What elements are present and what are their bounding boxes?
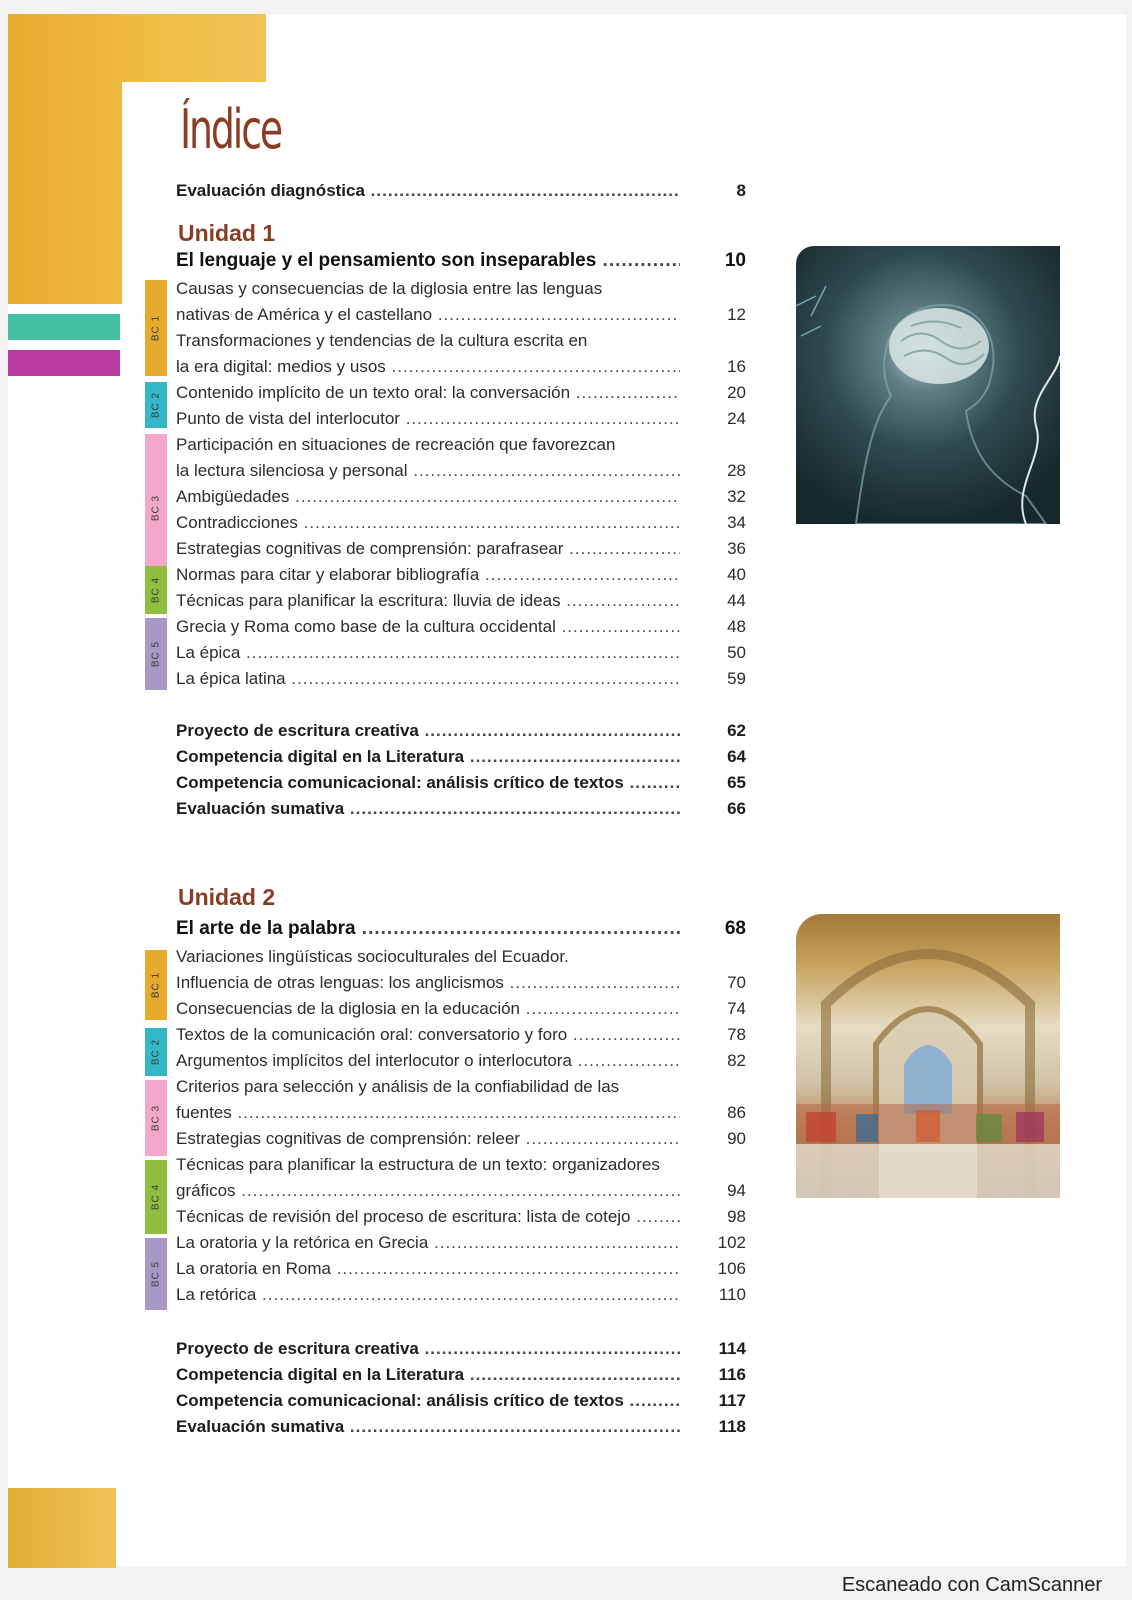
toc-entry[interactable]: [176, 276, 746, 302]
toc-entry-text: El lenguaje y el pensamiento son inseparables .....: [176, 248, 680, 274]
toc-entry-page: 48: [727, 617, 746, 636]
toc-entry-page: 98: [727, 1207, 746, 1226]
toc-entry-text: Consecuencias de la diglosia en la educación .....: [176, 996, 680, 1022]
toc-entry-extra[interactable]: [176, 796, 746, 822]
unit-2-heading[interactable]: [176, 916, 746, 942]
toc-entry[interactable]: [176, 484, 746, 510]
toc-entry-text: Argumentos implícitos del interlocutor o interlocutora .....: [176, 1048, 680, 1074]
unit-2-label: Unidad 2: [178, 884, 276, 910]
toc-entry[interactable]: [176, 1126, 746, 1152]
toc-entry-text: Participación en situaciones de recreación que favorezcan: [176, 435, 616, 454]
toc-entry[interactable]: [176, 588, 746, 614]
toc-entry-page: 102: [717, 1233, 746, 1252]
block-bc2-tab: [145, 382, 167, 428]
toc-entry-extra[interactable]: [176, 1388, 746, 1414]
school-of-athens-art: [796, 914, 1060, 1198]
toc-entry-diagnostic[interactable]: [176, 178, 746, 204]
toc-entry[interactable]: [176, 510, 746, 536]
toc-entry-page: 24: [727, 409, 746, 428]
toc-entry-text: Competencia digital en la Literatura .....: [176, 744, 680, 770]
toc-entry-page: 64: [727, 747, 746, 766]
toc-entry-extra[interactable]: [176, 1414, 746, 1440]
toc-entry[interactable]: [176, 1282, 746, 1308]
toc-entry-page: 50: [727, 643, 746, 662]
toc-entry-text: Evaluación diagnóstica .....: [176, 178, 680, 204]
toc-entry-text: La oratoria en Roma .....: [176, 1256, 680, 1282]
brain-illustration-art: [796, 246, 1060, 524]
toc-entry-text: Técnicas para planificar la escritura: lluvia de ideas .....: [176, 588, 680, 614]
toc-entry-page: 32: [727, 487, 746, 506]
toc-entry-page: 118: [718, 1417, 746, 1436]
toc-entry-text: Contradicciones .....: [176, 510, 680, 536]
toc-entry[interactable]: [176, 1100, 746, 1126]
toc-entry-text: Estrategias cognitivas de comprensión: releer .....: [176, 1126, 680, 1152]
block-label: BC 5: [150, 1260, 162, 1288]
toc-entry-text: Normas para citar y elaborar bibliografía .....: [176, 562, 680, 588]
toc-entry-extra[interactable]: [176, 1336, 746, 1362]
block-label: BC 3: [150, 494, 162, 522]
toc-entry-text: nativas de América y el castellano .....: [176, 302, 680, 328]
toc-entry-text: Criterios para selección y análisis de la confiabilidad de las: [176, 1077, 620, 1096]
toc-entry-text: Competencia comunicacional: análisis crítico de textos .....: [176, 1388, 680, 1414]
toc-entry-text: fuentes .....: [176, 1100, 680, 1126]
block-bc5-tab: [145, 618, 167, 690]
toc-entry-text: la lectura silenciosa y personal .....: [176, 458, 680, 484]
unit-1-label: Unidad 1: [178, 220, 276, 246]
block-label: BC 1: [150, 314, 162, 342]
toc-entry-extra[interactable]: [176, 744, 746, 770]
toc-entry[interactable]: [176, 380, 746, 406]
toc-entry[interactable]: [176, 996, 746, 1022]
toc-entry-text: La oratoria y la retórica en Grecia .....: [176, 1230, 680, 1256]
toc-entry[interactable]: [176, 614, 746, 640]
block-bc3-tab: [145, 1080, 167, 1156]
toc-entry[interactable]: [176, 406, 746, 432]
toc-entry-text: Grecia y Roma como base de la cultura occidental .....: [176, 614, 680, 640]
toc-entry[interactable]: [176, 458, 746, 484]
toc-entry-page: 8: [736, 181, 746, 200]
toc-entry-page: 65: [727, 773, 746, 792]
toc-entry-text: Estrategias cognitivas de comprensión: parafrasear .....: [176, 536, 680, 562]
toc-entry-text: Punto de vista del interlocutor .....: [176, 406, 680, 432]
toc-entry-page: 66: [727, 799, 746, 818]
toc-entry-page: 36: [727, 539, 746, 558]
toc-entry-page: 16: [727, 357, 746, 376]
toc-entry[interactable]: [176, 970, 746, 996]
toc-entry-text: Técnicas de revisión del proceso de escritura: lista de cotejo .....: [176, 1204, 680, 1230]
toc-entry[interactable]: [176, 1178, 746, 1204]
block-label: BC 3: [150, 1104, 162, 1132]
purple-stripe-decoration: [8, 350, 120, 376]
block-bc3-tab: [145, 434, 167, 582]
toc-entry-page: 114: [718, 1339, 746, 1358]
toc-entry[interactable]: [176, 1230, 746, 1256]
toc-entry[interactable]: [176, 944, 746, 970]
toc-entry-page: 12: [727, 305, 746, 324]
page-title: Índice: [180, 98, 282, 161]
green-stripe-decoration: [8, 314, 120, 340]
toc-entry-page: 117: [718, 1391, 746, 1410]
toc-entry[interactable]: [176, 562, 746, 588]
toc-entry[interactable]: [176, 640, 746, 666]
block-label: BC 4: [150, 576, 162, 604]
block-bc4-tab: [145, 566, 167, 614]
block-label: BC 4: [150, 1183, 162, 1211]
brain-illustration: [796, 246, 1060, 524]
toc-entry-page: 10: [724, 250, 746, 271]
toc-entry-text: Contenido implícito de un texto oral: la conversación .....: [176, 380, 680, 406]
toc-entry-page: 110: [718, 1285, 746, 1304]
toc-entry-page: 82: [727, 1051, 746, 1070]
toc-entry-text: El arte de la palabra .....: [176, 916, 680, 942]
unit-1-heading[interactable]: [176, 248, 746, 274]
block-bc1-tab: [145, 950, 167, 1020]
toc-entry[interactable]: [176, 1152, 746, 1178]
toc-entry[interactable]: [176, 1048, 746, 1074]
toc-entry-extra[interactable]: [176, 718, 746, 744]
toc-entry-page: 70: [727, 973, 746, 992]
toc-entry-text: Variaciones lingüísticas socioculturales del Ecuador.: [176, 947, 569, 966]
toc-entry[interactable]: [176, 1256, 746, 1282]
toc-entry-page: 68: [724, 918, 746, 939]
block-label: BC 2: [150, 391, 162, 419]
toc-entry-page: 94: [727, 1181, 746, 1200]
block-label: BC 2: [150, 1038, 162, 1066]
block-bc4-tab: [145, 1160, 167, 1234]
toc-entry-text: Influencia de otras lenguas: los anglicismos .....: [176, 970, 680, 996]
block-label: BC 1: [150, 971, 162, 999]
toc-entry-text: Transformaciones y tendencias de la cultura escrita en: [176, 331, 588, 350]
toc-entry-text: Evaluación sumativa .....: [176, 796, 680, 822]
scanner-watermark: Escaneado con CamScanner: [841, 1574, 1102, 1596]
toc-entry[interactable]: [176, 432, 746, 458]
toc-entry-page: 28: [727, 461, 746, 480]
toc-entry-text: La épica .....: [176, 640, 680, 666]
toc-entry-page: 40: [727, 565, 746, 584]
toc-entry-page: 44: [727, 591, 746, 610]
toc-entry-page: 106: [717, 1259, 746, 1278]
gold-footer-decoration: [8, 1488, 116, 1568]
toc-entry[interactable]: [176, 354, 746, 380]
toc-entry-text: Competencia digital en la Literatura .....: [176, 1362, 680, 1388]
toc-entry-text: La retórica .....: [176, 1282, 680, 1308]
block-label: BC 5: [150, 640, 162, 668]
toc-entry[interactable]: [176, 328, 746, 354]
toc-entry[interactable]: [176, 1074, 746, 1100]
toc-entry-page: 20: [727, 383, 746, 402]
toc-entry[interactable]: [176, 536, 746, 562]
toc-entry-text: Competencia comunicacional: análisis crítico de textos .....: [176, 770, 680, 796]
toc-entry-extra[interactable]: [176, 770, 746, 796]
toc-entry-page: 74: [727, 999, 746, 1018]
toc-entry-text: Proyecto de escritura creativa .....: [176, 718, 680, 744]
toc-entry-page: 34: [727, 513, 746, 532]
toc-entry[interactable]: [176, 666, 746, 692]
toc-entry[interactable]: [176, 1022, 746, 1048]
toc-entry-text: Evaluación sumativa .....: [176, 1414, 680, 1440]
block-bc5-tab: [145, 1238, 167, 1310]
toc-entry-page: 59: [727, 669, 746, 688]
toc-entry-page: 78: [727, 1025, 746, 1044]
toc-entry-extra[interactable]: [176, 1362, 746, 1388]
toc-entry[interactable]: [176, 302, 746, 328]
toc-entry-text: la era digital: medios y usos .....: [176, 354, 680, 380]
toc-entry-text: Proyecto de escritura creativa .....: [176, 1336, 680, 1362]
toc-entry-text: Técnicas para planificar la estructura de un texto: organizadores: [176, 1155, 660, 1174]
toc-entry-page: 90: [727, 1129, 746, 1148]
toc-entry-text: Causas y consecuencias de la diglosia entre las lenguas: [176, 279, 603, 298]
toc-entry-text: Textos de la comunicación oral: conversatorio y foro .....: [176, 1022, 680, 1048]
school-of-athens-painting: [796, 914, 1060, 1198]
toc-entry-page: 116: [718, 1365, 746, 1384]
toc-entry-page: 86: [727, 1103, 746, 1122]
toc-entry-text: Ambigüedades .....: [176, 484, 680, 510]
block-bc2-tab: [145, 1028, 167, 1076]
toc-entry-text: gráficos .....: [176, 1178, 680, 1204]
block-bc1-tab: [145, 280, 167, 376]
toc-entry-text: La épica latina .....: [176, 666, 680, 692]
toc-entry-page: 62: [727, 721, 746, 740]
toc-entry[interactable]: [176, 1204, 746, 1230]
